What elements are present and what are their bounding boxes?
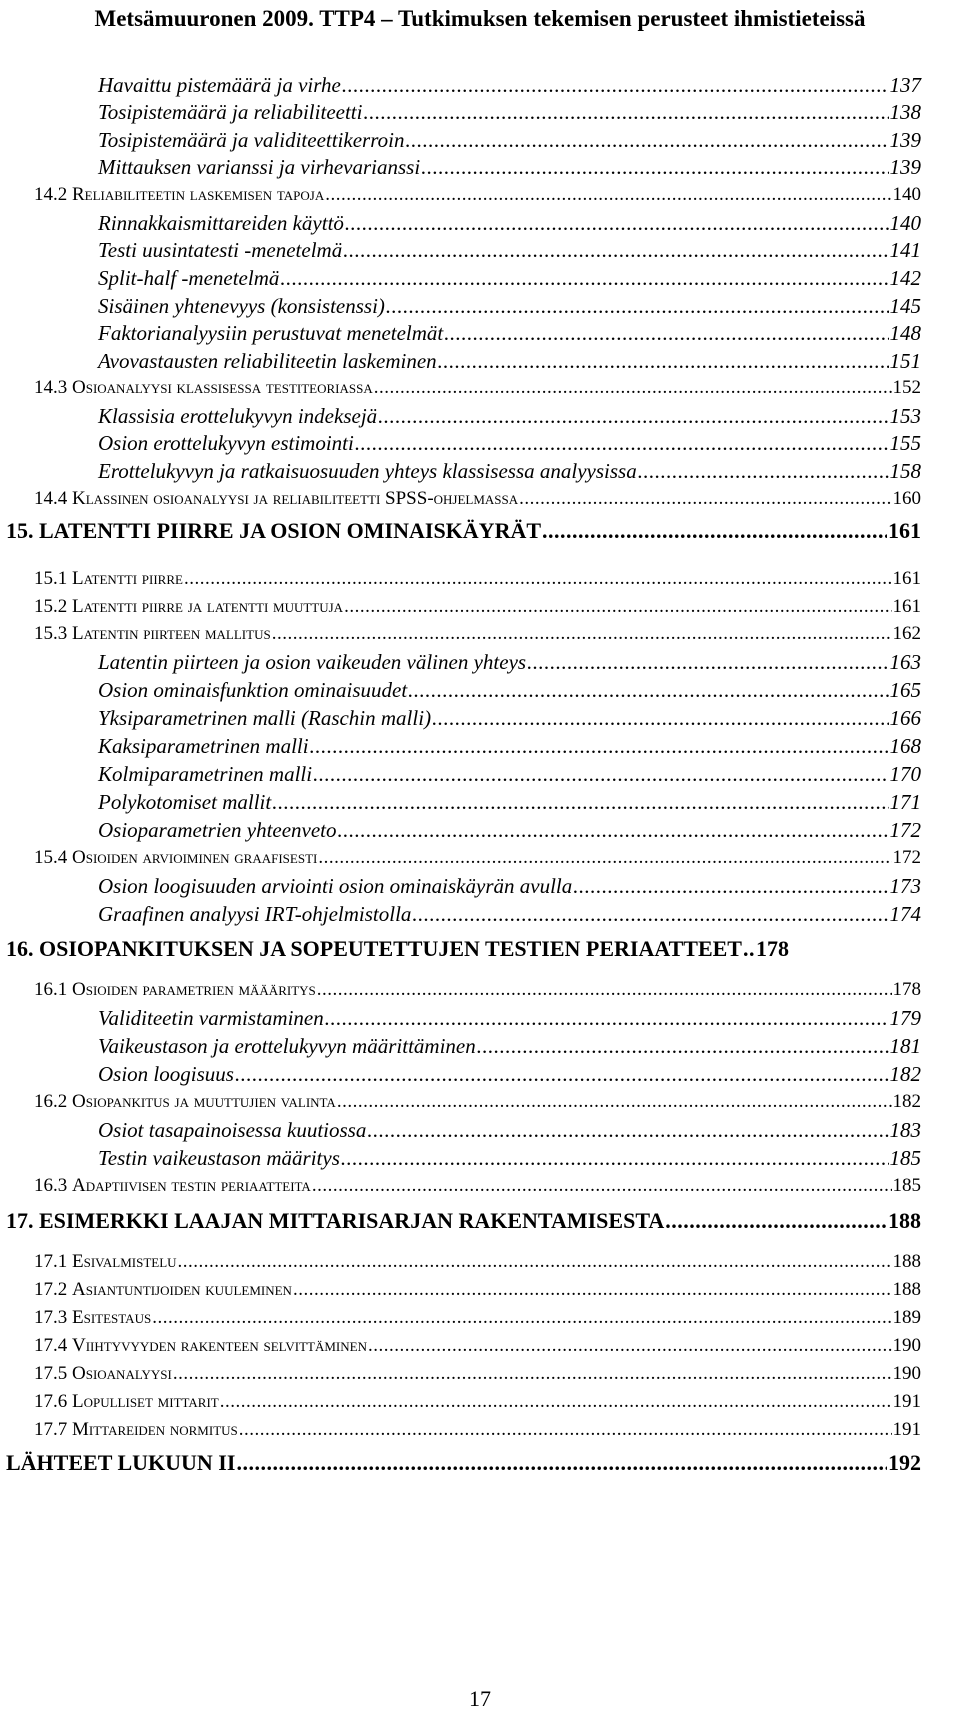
toc-entry-page: 191 [892, 1391, 921, 1412]
toc-dot-leader [184, 566, 892, 592]
toc-entry[interactable] [98, 403, 921, 429]
toc-entry-text: Adaptiivisen testin periaatteita [72, 1175, 311, 1196]
toc-entry-title [34, 977, 316, 1003]
toc-entry-title: Mittauksen varianssi ja virhevarianssi [98, 155, 421, 179]
toc-entry[interactable] [6, 1449, 921, 1477]
toc-entry-title: Yksiparametrinen malli (Raschin malli) [98, 706, 432, 730]
toc-entry-title: Testi uusintatesti -menetelmä [98, 238, 343, 262]
toc-entry-page: 179 [889, 1006, 921, 1030]
toc-entry-title: Osion erottelukyvyn estimointi [98, 431, 354, 455]
toc-entry-number: 17.5 [34, 1363, 72, 1384]
toc-dot-leader [573, 873, 888, 899]
toc-dot-leader [412, 901, 888, 927]
toc-dot-leader [438, 348, 889, 374]
toc-entry-title: Rinnakkaismittareiden käyttö [98, 211, 344, 235]
toc-entry-title: Tosipistemäärä ja validiteettikerroin [98, 128, 405, 152]
toc-dot-leader [386, 293, 889, 319]
toc-entry[interactable] [6, 1207, 921, 1235]
toc-entry-text: Reliabiliteetin laskemisen tapoja [72, 184, 325, 205]
toc-dot-leader [477, 1033, 889, 1059]
toc-entry-title: 15. LATENTTI PIIRRE JA OSION OMINAISKÄYRÄT [6, 518, 542, 543]
toc-entry-text: Latentin piirteen mallitus [72, 623, 271, 644]
toc-entry[interactable] [34, 845, 921, 871]
toc-entry-number: 16.1 [34, 979, 72, 1000]
toc-dot-leader [368, 1333, 892, 1359]
toc-dot-leader [344, 594, 891, 620]
toc-entry-number: 14.3 [34, 377, 72, 398]
toc-dot-leader [272, 621, 892, 647]
toc-dot-leader [408, 677, 888, 703]
toc-entry-text: Mittareiden normitus [72, 1419, 238, 1440]
toc-dot-leader [152, 1305, 891, 1331]
toc-entry-text: Lopulliset mittarit [72, 1391, 219, 1412]
toc-entry-title: Avovastausten reliabiliteetin laskeminen [98, 349, 437, 373]
toc-entry-page: 155 [889, 431, 921, 455]
toc-entry[interactable] [34, 1417, 921, 1443]
toc-dot-leader [444, 320, 888, 346]
toc-dot-leader [355, 430, 889, 456]
toc-entry[interactable] [98, 237, 921, 263]
toc-entry-page: 138 [889, 100, 921, 124]
toc-entry-number: 15.2 [34, 596, 72, 617]
toc-dot-leader [519, 486, 891, 512]
toc-entry[interactable] [34, 1249, 921, 1275]
toc-entry[interactable] [98, 72, 921, 98]
toc-entry-number: 15.1 [34, 568, 72, 589]
toc-entry[interactable] [6, 935, 921, 963]
toc-entry[interactable] [34, 566, 921, 592]
toc-entry-title: Osion loogisuus [98, 1062, 234, 1086]
toc-entry[interactable] [98, 901, 921, 927]
toc-entry[interactable] [98, 649, 921, 675]
toc-dot-leader [342, 72, 889, 98]
toc-entry-page: 190 [892, 1363, 921, 1384]
toc-entry-page: 172 [892, 847, 921, 868]
toc-dot-leader [421, 154, 888, 180]
toc-entry[interactable] [98, 1117, 921, 1143]
toc-entry-title: Validiteetin varmistaminen [98, 1006, 324, 1030]
toc-entry[interactable] [98, 789, 921, 815]
toc-entry-title: Polykotomiset mallit [98, 790, 272, 814]
toc-dot-leader [220, 1389, 892, 1415]
toc-entry-page: 188 [888, 1208, 921, 1233]
toc-entry-page: 160 [892, 488, 921, 509]
toc-entry-page: 161 [888, 518, 921, 543]
toc-entry-text: Latentti piirre [72, 568, 183, 589]
toc-entry-text: Latentti piirre ja latentti muuttuja [72, 596, 344, 617]
toc-entry-page: 191 [892, 1419, 921, 1440]
toc-entry-title [34, 1389, 219, 1415]
toc-dot-leader [318, 845, 891, 871]
toc-entry-page: 162 [892, 623, 921, 644]
toc-entry-title: Split-half -menetelmä [98, 266, 280, 290]
toc-entry[interactable] [34, 977, 921, 1003]
toc-entry-title: Testin vaikeustason määritys [98, 1146, 340, 1170]
toc-entry-title: Graafinen analyysi IRT-ohjelmistolla [98, 902, 412, 926]
toc-entry[interactable] [98, 761, 921, 787]
toc-entry[interactable] [98, 430, 921, 456]
toc-dot-leader [280, 265, 888, 291]
toc-entry-page: 151 [889, 349, 921, 373]
toc-entry[interactable] [98, 677, 921, 703]
toc-entry-title [34, 375, 373, 401]
toc-entry-title [34, 594, 343, 620]
toc-dot-leader [325, 182, 891, 208]
toc-entry-title [34, 1305, 151, 1331]
toc-entry-title: Havaittu pistemäärä ja virhe [98, 73, 341, 97]
toc-entry[interactable] [34, 375, 921, 401]
toc-dot-leader [432, 705, 888, 731]
toc-entry-text: Klassinen osioanalyysi ja reliabiliteetti SPSS-ohjelmassa [72, 488, 519, 509]
toc-entry-page: 173 [889, 874, 921, 898]
toc-entry[interactable] [34, 594, 921, 620]
toc-entry[interactable] [98, 458, 921, 484]
toc-dot-leader [272, 789, 888, 815]
toc-entry[interactable] [98, 1005, 921, 1031]
toc-entry-page: 168 [889, 734, 921, 758]
toc-entry-page: 189 [892, 1307, 921, 1328]
toc-entry-number: 14.2 [34, 184, 72, 205]
toc-entry-number: 16.2 [34, 1091, 72, 1112]
toc-entry-title: Faktorianalyysiin perustuvat menetelmät [98, 321, 444, 345]
page-header: Metsämuuronen 2009. TTP4 – Tutkimuksen tekemisen perusteet ihmistieteissä [94, 6, 866, 31]
toc-entry-title: Kaksiparametrinen malli [98, 734, 309, 758]
toc-entry-title [34, 1249, 177, 1275]
toc-dot-leader [325, 1005, 889, 1031]
toc-entry[interactable] [98, 320, 921, 346]
toc-entry-title [34, 486, 518, 512]
toc-entry[interactable] [98, 293, 921, 319]
toc-entry-page: 183 [889, 1118, 921, 1142]
toc-entry-page: 178 [755, 936, 789, 961]
toc-entry[interactable] [34, 182, 921, 208]
toc-entry-number: 15.3 [34, 623, 72, 644]
toc-entry-page: 161 [892, 596, 921, 617]
toc-entry[interactable] [98, 1061, 921, 1087]
toc-entry-title [34, 621, 271, 647]
toc-dot-leader [317, 977, 892, 1003]
toc-entry-title: Osiot tasapainoisessa kuutiossa [98, 1118, 367, 1142]
toc-entry[interactable] [34, 1305, 921, 1331]
toc-entry[interactable] [98, 99, 921, 125]
toc-entry-number: 17.6 [34, 1391, 72, 1412]
toc-dot-leader [345, 210, 889, 236]
toc-dot-leader [363, 99, 888, 125]
toc-entry-page: 182 [892, 1091, 921, 1112]
toc-entry[interactable] [34, 1173, 921, 1199]
toc-entry-title: Latentin piirteen ja osion vaikeuden välinen yhteys [98, 650, 527, 674]
toc-entry-number: 17.3 [34, 1307, 72, 1328]
toc-entry-number: 17.1 [34, 1251, 72, 1272]
toc-entry-page: 166 [889, 706, 921, 730]
toc-entry-text: Esivalmistelu [72, 1251, 177, 1272]
toc-entry[interactable] [34, 1333, 921, 1359]
toc-entry-number: 17.7 [34, 1419, 72, 1440]
toc-entry-page: 152 [892, 377, 921, 398]
toc-entry-number: 17.2 [34, 1279, 72, 1300]
toc-entry-page: 182 [889, 1062, 921, 1086]
toc-entry[interactable] [34, 1361, 921, 1387]
toc-dot-leader [665, 1207, 887, 1235]
toc-entry-title [34, 1417, 238, 1443]
toc-entry[interactable] [34, 486, 921, 512]
toc-entry-page: 172 [889, 818, 921, 842]
page-number: 17 [469, 1686, 491, 1711]
toc-entry[interactable] [98, 873, 921, 899]
toc-entry-title [34, 845, 317, 871]
toc-entry-title: 16. OSIOPANKITUKSEN JA SOPEUTETTUJEN TESTIEN PERIAATTEET [6, 936, 742, 961]
toc-dot-leader [293, 1277, 892, 1303]
toc-entry-text: Esitestaus [72, 1307, 152, 1328]
toc-dot-leader [527, 649, 888, 675]
toc-entry[interactable] [98, 127, 921, 153]
toc-entry-title: Erottelukyvyn ja ratkaisuosuuden yhteys klassisessa analyysissa [98, 459, 637, 483]
toc-entry-title [34, 1333, 367, 1359]
toc-entry-page: 192 [888, 1450, 921, 1475]
toc-entry-title: LÄHTEET LUKUUN II [6, 1450, 236, 1475]
toc-entry-title [34, 1277, 292, 1303]
toc-dot-leader [378, 403, 888, 429]
toc-entry-text: Osioanalyysi [72, 1363, 172, 1384]
toc-entry-page: 188 [892, 1279, 921, 1300]
toc-entry-title [34, 566, 183, 592]
toc-entry-page: 185 [892, 1175, 921, 1196]
toc-entry-number: 15.4 [34, 847, 72, 868]
toc-entry-page: 178 [892, 979, 921, 1000]
toc-dot-leader [236, 1449, 887, 1477]
toc-entry-text: Osioanalyysi klassisessa testiteoriassa [72, 377, 373, 398]
toc-entry-page: 139 [889, 128, 921, 152]
toc-dot-leader [313, 761, 888, 787]
toc-entry-page: 163 [889, 650, 921, 674]
toc-entry-page: 145 [889, 294, 921, 318]
toc-dot-leader [310, 733, 889, 759]
toc-entry-page: 139 [889, 155, 921, 179]
toc-entry-title [34, 1361, 172, 1387]
toc-entry[interactable] [98, 348, 921, 374]
toc-entry[interactable] [98, 733, 921, 759]
toc-entry[interactable] [98, 1033, 921, 1059]
toc-entry-page: 140 [892, 184, 921, 205]
toc-entry-title: Klassisia erottelukyvyn indeksejä [98, 404, 378, 428]
toc-entry-page: 137 [889, 73, 921, 97]
toc-dot-leader [405, 127, 888, 153]
toc-entry-page: 174 [889, 902, 921, 926]
toc-entry-page: 158 [889, 459, 921, 483]
toc-dot-leader [374, 375, 892, 401]
toc-dot-leader [173, 1361, 892, 1387]
toc-dot-leader [367, 1117, 888, 1143]
toc-entry[interactable] [98, 705, 921, 731]
toc-entry-page: 170 [889, 762, 921, 786]
toc-entry[interactable] [34, 1389, 921, 1415]
toc-dot-leader [337, 1089, 892, 1115]
toc-entry[interactable] [6, 517, 921, 545]
toc-entry-title: Vaikeustason ja erottelukyvyn määrittäminen [98, 1034, 476, 1058]
toc-entry[interactable] [98, 154, 921, 180]
toc-entry-title [34, 1173, 311, 1199]
toc-entry-number: 14.4 [34, 488, 72, 509]
toc-entry[interactable] [34, 621, 921, 647]
toc-entry[interactable] [98, 1145, 921, 1171]
toc-entry-title: Osioparametrien yhteenveto [98, 818, 337, 842]
toc-entry-title: Tosipistemäärä ja reliabiliteetti [98, 100, 363, 124]
toc-dot-leader [341, 1145, 889, 1171]
toc-entry-title: 17. ESIMERKKI LAAJAN MITTARISARJAN RAKENTAMISESTA [6, 1208, 665, 1233]
toc-dot-leader [343, 237, 888, 263]
toc-dot-leader [235, 1061, 889, 1087]
toc-entry-title: Osion ominaisfunktion ominaisuudet [98, 678, 408, 702]
toc-entry[interactable] [98, 265, 921, 291]
toc-entry-page: 148 [889, 321, 921, 345]
toc-entry-text: Asiantuntijoiden kuuleminen [72, 1279, 292, 1300]
toc-dot-leader [312, 1173, 892, 1199]
toc-entry-text: Osioiden arvioiminen graafisesti [72, 847, 318, 868]
toc-entry-page: 141 [889, 238, 921, 262]
toc-entry-number: 16.3 [34, 1175, 72, 1196]
toc-entry-page: 153 [889, 404, 921, 428]
toc-entry-title: Sisäinen yhtenevyys (konsistenssi) [98, 294, 385, 318]
toc-dot-leader [178, 1249, 892, 1275]
toc-dot-leader [239, 1417, 892, 1443]
toc-entry-page: 165 [889, 678, 921, 702]
toc-entry[interactable] [98, 817, 921, 843]
toc-entry-title [34, 1089, 336, 1115]
toc-entry-page: 185 [889, 1146, 921, 1170]
toc-entry[interactable] [34, 1277, 921, 1303]
toc-dot-leader [542, 517, 887, 545]
toc-entry[interactable] [98, 210, 921, 236]
toc-entry-page: 142 [889, 266, 921, 290]
toc-entry-title: Osion loogisuuden arviointi osion ominaiskäyrän avulla [98, 874, 573, 898]
toc-entry-page: 181 [889, 1034, 921, 1058]
toc-entry-text: Osioiden parametrien määäritys [72, 979, 316, 1000]
toc-entry-page: 188 [892, 1251, 921, 1272]
toc-entry-text: Osiopankitus ja muuttujien valinta [72, 1091, 336, 1112]
toc-entry[interactable] [34, 1089, 921, 1115]
toc-entry-text: Viihtyvyyden rakenteen selvittäminen [72, 1335, 367, 1356]
toc-entry-title [34, 182, 324, 208]
toc-entry-title: Kolmiparametrinen malli [98, 762, 313, 786]
toc-dot-leader [743, 935, 755, 963]
toc-entry-number: 17.4 [34, 1335, 72, 1356]
toc-entry-page: 140 [889, 211, 921, 235]
toc-dot-leader [638, 458, 889, 484]
toc-entry-page: 190 [892, 1335, 921, 1356]
toc-entry-page: 171 [889, 790, 921, 814]
toc-dot-leader [338, 817, 889, 843]
toc-entry-page: 161 [892, 568, 921, 589]
